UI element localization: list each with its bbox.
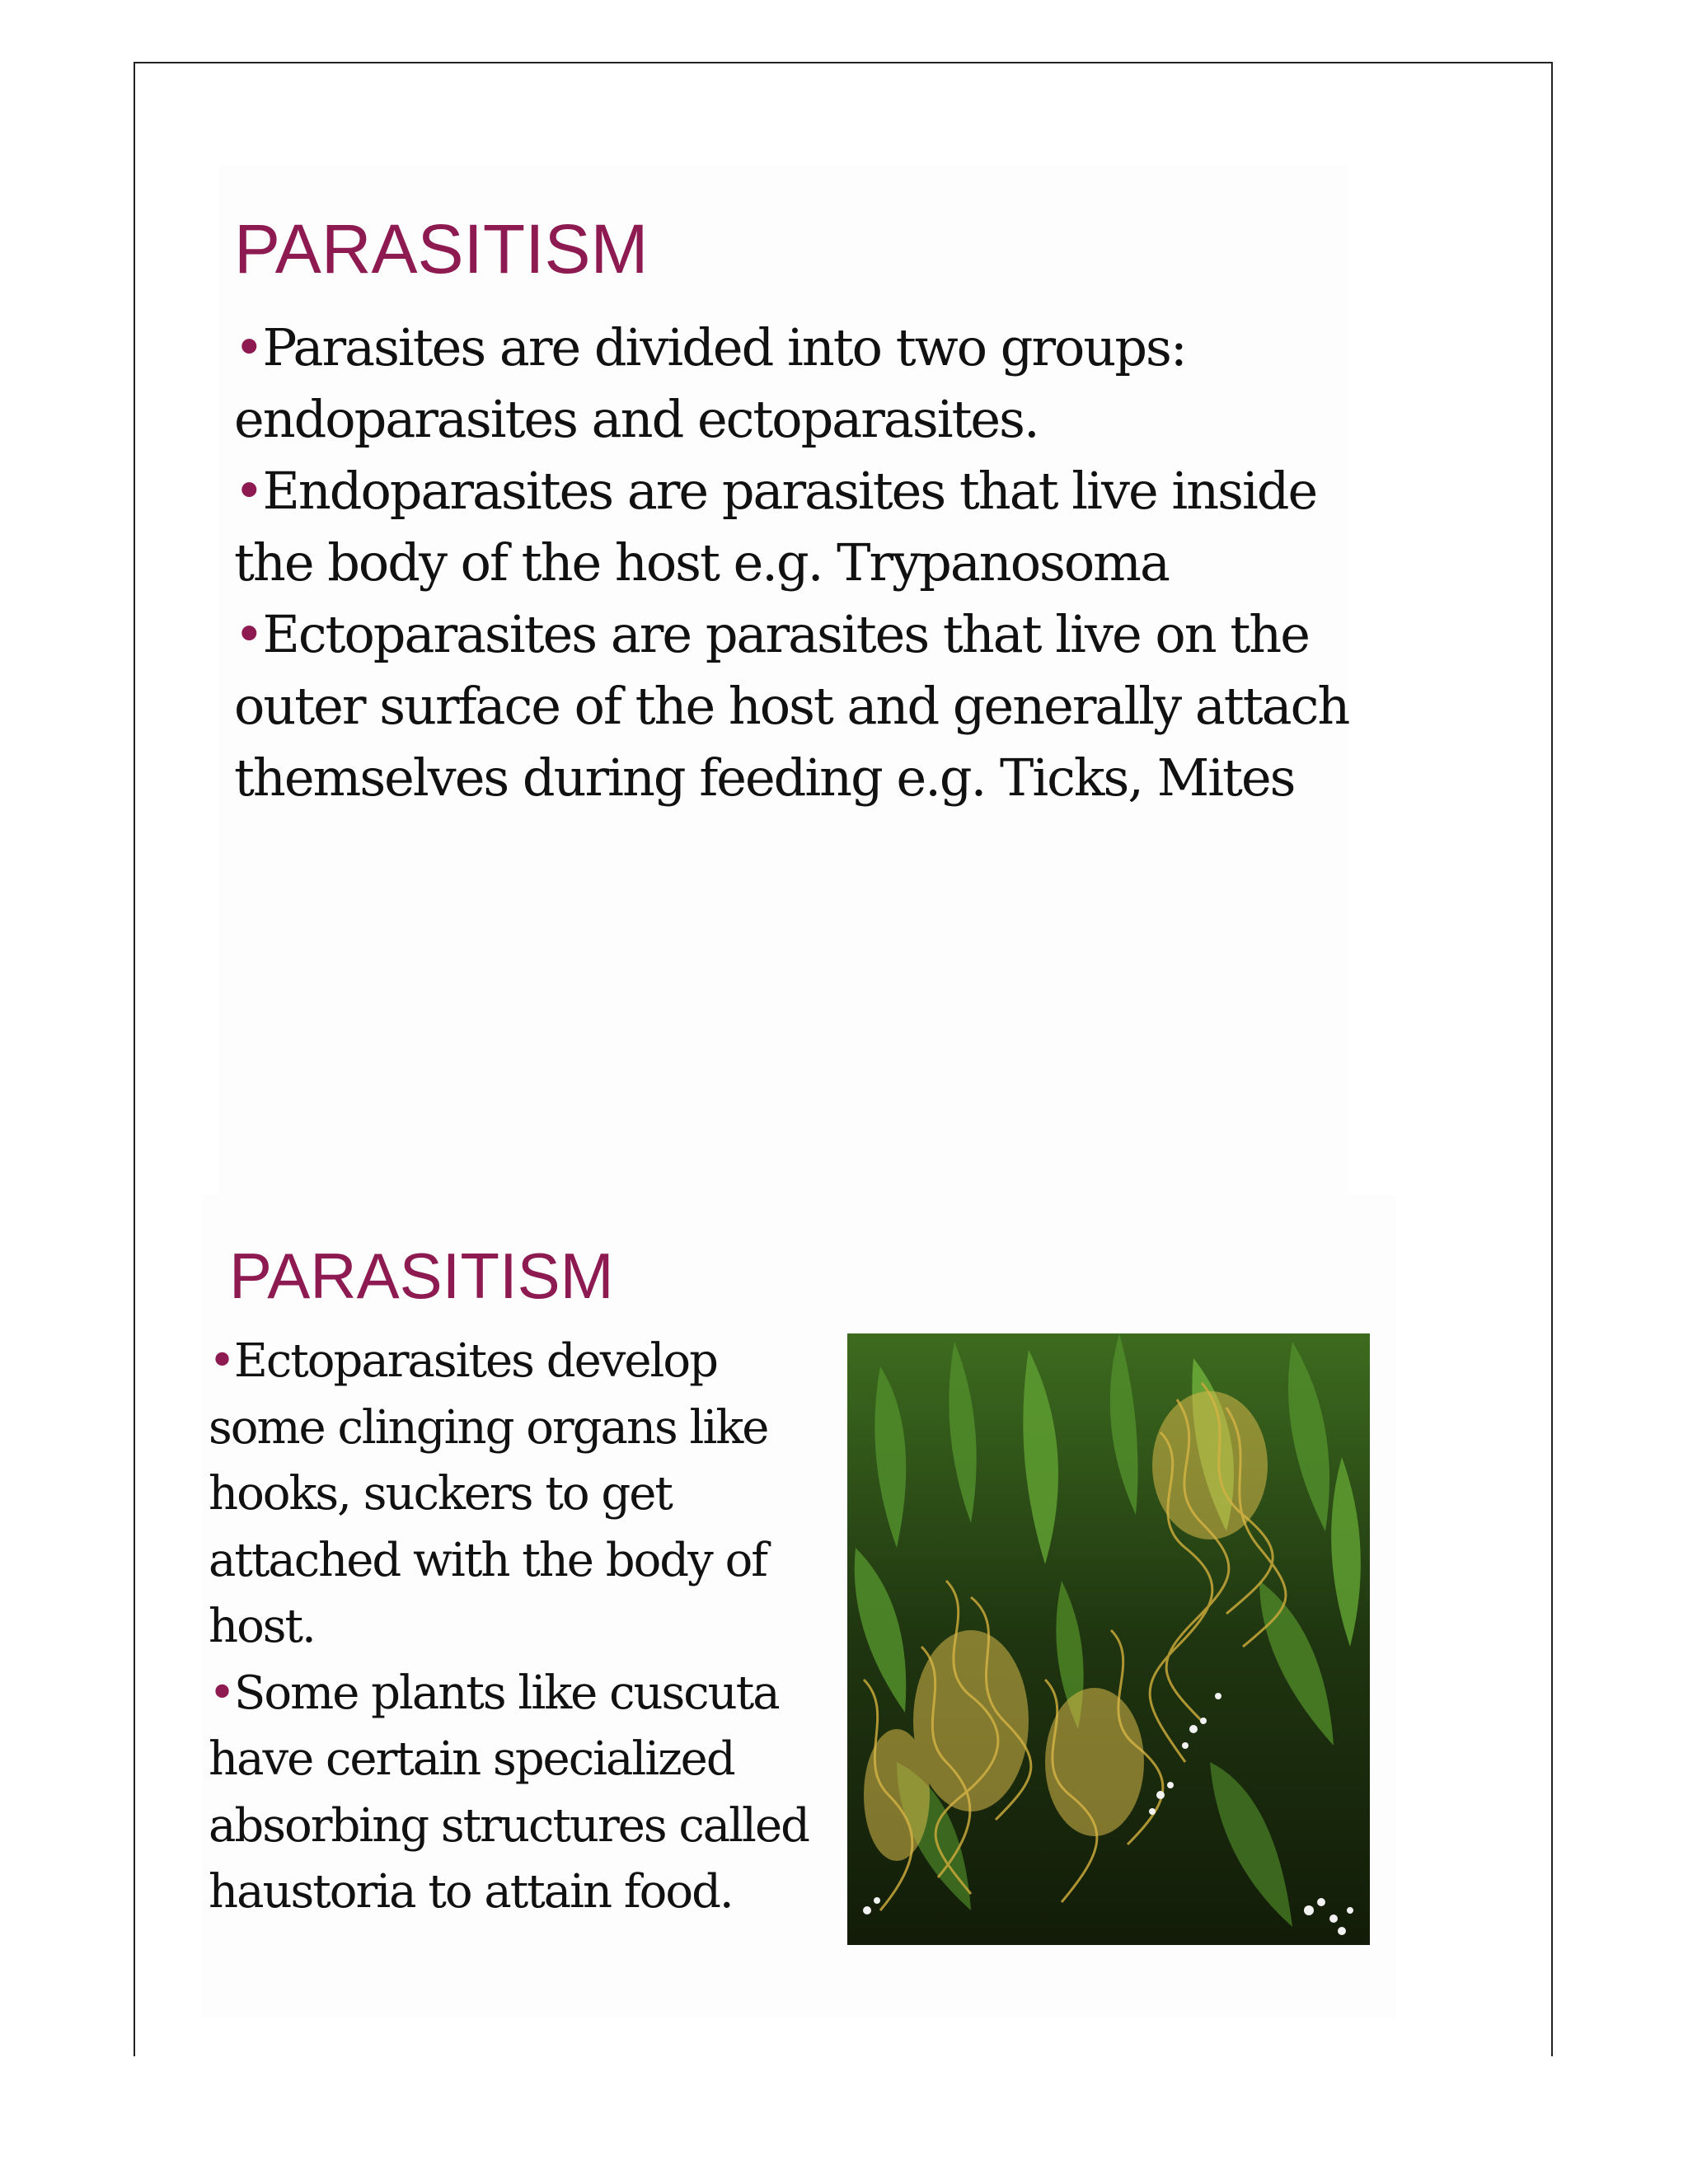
slide-2-body: [209, 1329, 835, 1926]
slide-1-paragraph-1: [234, 312, 1372, 455]
slide-1-paragraph-2: [234, 455, 1372, 598]
paragraph-text: Ectoparasites develop some clinging organs like hooks, suckers to get attached with the body of host.: [209, 1334, 768, 1653]
paragraph-text: Some plants like cuscuta have certain specialized absorbing structures called haustoria to attain food.: [209, 1666, 809, 1919]
paragraph-text: Ectoparasites are parasites that live on the outer surface of the host and generally attach themselves during feeding e.g. Ticks, Mites: [234, 604, 1349, 808]
slide-1-body: [234, 312, 1372, 813]
bullet-icon: •: [234, 317, 263, 377]
paragraph-text: Endoparasites are parasites that live inside the body of the host e.g. Trypanosoma: [234, 461, 1317, 593]
bullet-icon: •: [209, 1666, 235, 1720]
bullet-icon: •: [209, 1334, 235, 1388]
slide-2-paragraph-2: [209, 1661, 835, 1926]
cuscuta-image: [847, 1333, 1370, 1945]
slide-2-paragraph-1: [209, 1329, 835, 1661]
cuscuta-photo: [847, 1333, 1370, 1945]
slide-1-paragraph-3: [234, 598, 1372, 813]
bullet-icon: •: [234, 604, 263, 664]
slide-1-title: PARASITISM: [234, 210, 649, 288]
bullet-icon: •: [234, 461, 263, 521]
slide-2-title: PARASITISM: [229, 1240, 614, 1312]
paragraph-text: Parasites are divided into two groups: endoparasites and ectoparasites.: [234, 317, 1186, 449]
